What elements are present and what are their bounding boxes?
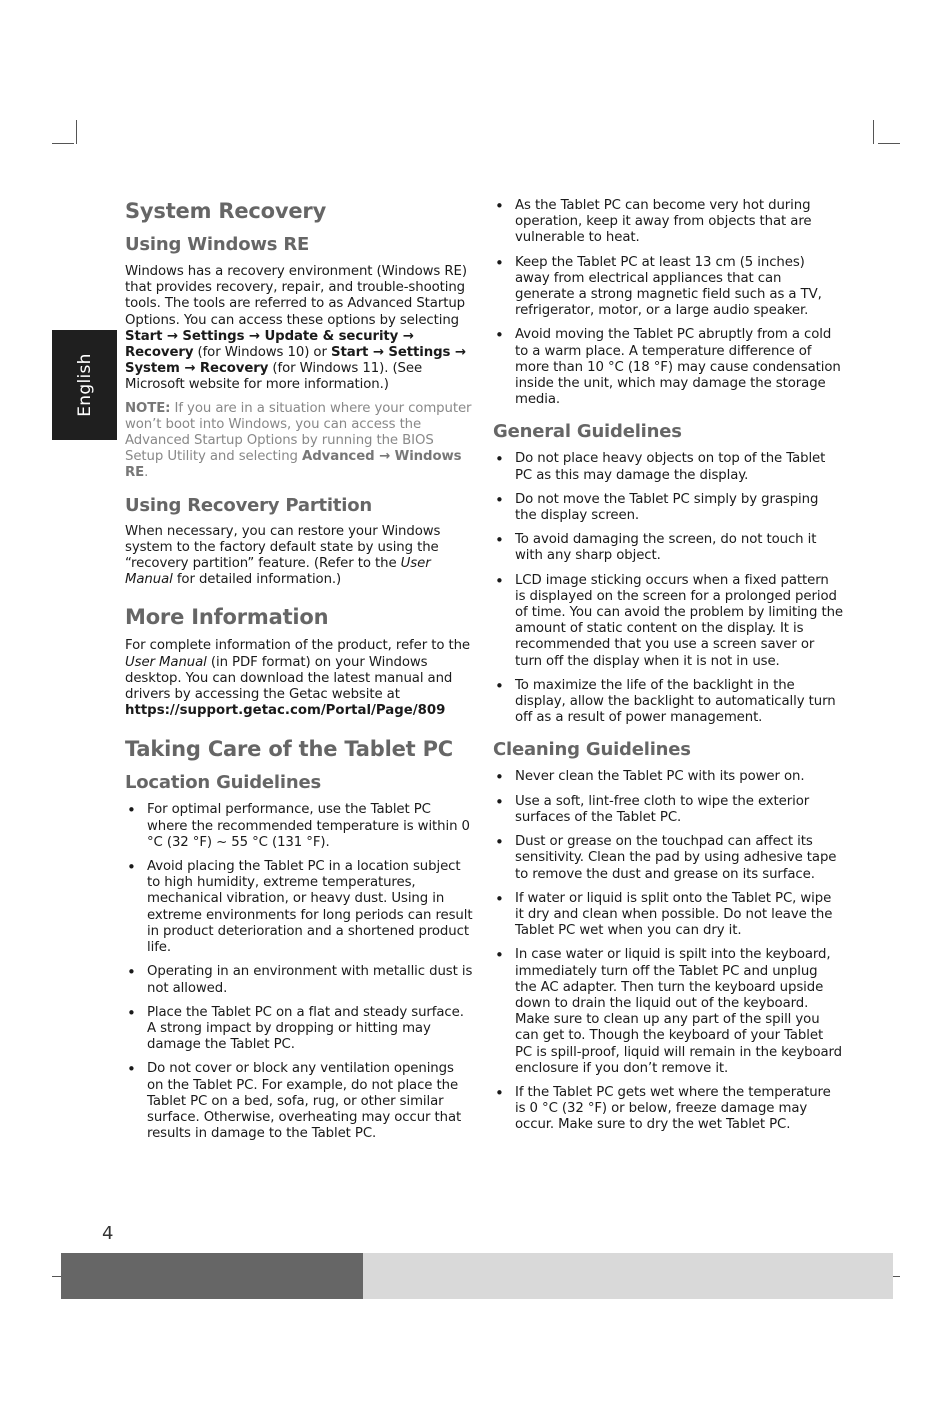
note-text: If you are in a situation where your computer won’t boot into Windows, you can access the Advanced Startup Options by running the BIOS Setup Utility and selecting (125, 400, 472, 465)
list-item: • If water or liquid is split onto the Tablet PC, wipe it dry and clean when possible. Do not leave the Tablet PC wet when you can dry it. (493, 891, 843, 940)
list-item: • To avoid damaging the screen, do not touch it with any sharp object. (493, 532, 843, 564)
windows-re-heading: Using Windows RE (125, 234, 310, 255)
footer-bar-light (363, 1253, 893, 1299)
list-item: • LCD image sticking occurs when a fixed pattern is displayed on the screen for a prolonged period of time. You can avoid the problem by limiting the amount of static content on the display. It is recommended that you use a screen saver or turn off the display when it is not in use. (493, 573, 843, 670)
general-guidelines-heading: General Guidelines (493, 421, 682, 443)
general-list (493, 451, 843, 726)
note-paragraph (125, 401, 473, 482)
note-path: Advanced → Windows RE (125, 449, 462, 481)
location-list (125, 802, 473, 1142)
crop-mark (873, 120, 874, 144)
left-column (125, 198, 473, 1142)
note-text: . (144, 465, 149, 481)
windows-re-paragraph (125, 264, 473, 394)
list-item: • Do not move the Tablet PC simply by grasping the display screen. (493, 492, 843, 524)
recovery-text: When necessary, you can restore your Windows system to the factory default state by using the “recovery partition” feature. (Refer to the (125, 523, 441, 572)
list-item: • Keep the Tablet PC at least 13 cm (5 inches) away from electrical appliances that can generate a strong magnetic field such as a TV, refrigerator, motor, or a large audio speaker. (493, 255, 843, 320)
location-guidelines-heading: Location Guidelines (125, 772, 322, 794)
list-item: • Dust or grease on the touchpad can affect its sensitivity. Clean the pad by using adhesive tape to remove the dust and grease on its surface. (493, 834, 843, 883)
crop-mark (52, 1276, 61, 1277)
crop-mark (52, 143, 74, 144)
more-info-text: For complete information of the product, refer to the (125, 638, 471, 654)
windows10-path: Start → Settings → Update & security → Recovery (125, 328, 414, 361)
more-information-paragraph (125, 638, 473, 703)
system-recovery-heading: System Recovery (125, 199, 327, 223)
list-item: • Do not cover or block any ventilation openings on the Tablet PC. For example, do not place the Tablet PC on a bed, sofa, rug, or other similar surface. Otherwise, overheating may occur that results in damage to the Tablet PC. (125, 1061, 473, 1142)
note-label: NOTE: (125, 400, 171, 416)
windows11-path: Start → Settings → System → Recovery (125, 345, 466, 377)
windows-re-text: (for Windows 10) or (193, 345, 331, 361)
list-item: • Never clean the Tablet PC with its power on. (493, 769, 843, 785)
support-link[interactable]: https://support.getac.com/Portal/Page/809 (125, 703, 446, 719)
cleaning-list (493, 769, 843, 1133)
language-tab (52, 330, 117, 440)
recovery-text: for detailed information.) (172, 572, 342, 588)
list-item: • Use a soft, lint-free cloth to wipe the exterior surfaces of the Tablet PC. (493, 794, 843, 826)
language-tab-label: English (74, 353, 95, 417)
right-column (493, 198, 843, 1134)
footer-bar-dark (61, 1253, 363, 1299)
list-item: • Place the Tablet PC on a flat and steady surface. A strong impact by dropping or hitting may damage the Tablet PC. (125, 1005, 473, 1054)
list-item: • To maximize the life of the backlight in the display, allow the backlight to automatically turn off as a result of power management. (493, 678, 843, 727)
user-manual-ref: User Manual (125, 654, 207, 670)
page-number: 4 (102, 1223, 114, 1244)
windows-re-text: (for Windows 11). (See Microsoft website for more information.) (125, 361, 423, 393)
user-manual-ref: User Manual (125, 556, 431, 588)
recovery-partition-heading: Using Recovery Partition (125, 494, 373, 516)
list-item: • For optimal performance, use the Tablet PC where the recommended temperature is within 0 °C (32 °F) ~ 55 °C (131 °F). (125, 802, 473, 851)
taking-care-heading: Taking Care of the Tablet PC (125, 737, 453, 762)
list-item: • If the Tablet PC gets wet where the temperature is 0 °C (32 °F) or below, freeze damage may occur. Make sure to dry the wet Tablet PC. (493, 1085, 843, 1134)
list-item: • In case water or liquid is spilt into the keyboard, immediately turn off the Tablet PC and unplug the AC adapter. Then turn the keyboard upside down to drain the liquid out of the keyboard. Make sure to clean up any part of the spill you can get to. Though the keyboard of your Tablet PC is spill-proof, liquid will remain in the keyboard enclosure if you don’t remove it. (493, 947, 843, 1077)
location-list-continued (493, 198, 843, 408)
crop-mark (893, 1276, 900, 1277)
more-information-heading: More Information (125, 605, 329, 630)
list-item: • Avoid moving the Tablet PC abruptly from a cold to a warm place. A temperature difference of more than 10 °C (18 °F) may cause condensation inside the unit, which may damage the storage media. (493, 327, 843, 408)
list-item: • Do not place heavy objects on top of the Tablet PC as this may damage the display. (493, 451, 843, 483)
crop-mark (76, 120, 77, 144)
cleaning-guidelines-heading: Cleaning Guidelines (493, 739, 691, 761)
more-info-text: (in PDF format) on your Windows desktop. You can download the latest manual and drivers by accessing the Getac website at (125, 654, 453, 703)
windows-re-text: Windows has a recovery environment (Windows RE) that provides recovery, repair, and trouble-shooting tools. The tools are referred to as Advanced Startup Options. You can access these options by selecting (125, 264, 467, 328)
list-item: • Avoid placing the Tablet PC in a location subject to high humidity, extreme temperatures, mechanical vibration, or heavy dust. Using in extreme environments for long periods can result in product deterioration and a shortened product life. (125, 859, 473, 956)
recovery-partition-paragraph (125, 524, 473, 589)
list-item: • As the Tablet PC can become very hot during operation, keep it away from objects that are vulnerable to heat. (493, 198, 843, 247)
list-item: • Operating in an environment with metallic dust is not allowed. (125, 964, 473, 996)
crop-mark (878, 143, 900, 144)
